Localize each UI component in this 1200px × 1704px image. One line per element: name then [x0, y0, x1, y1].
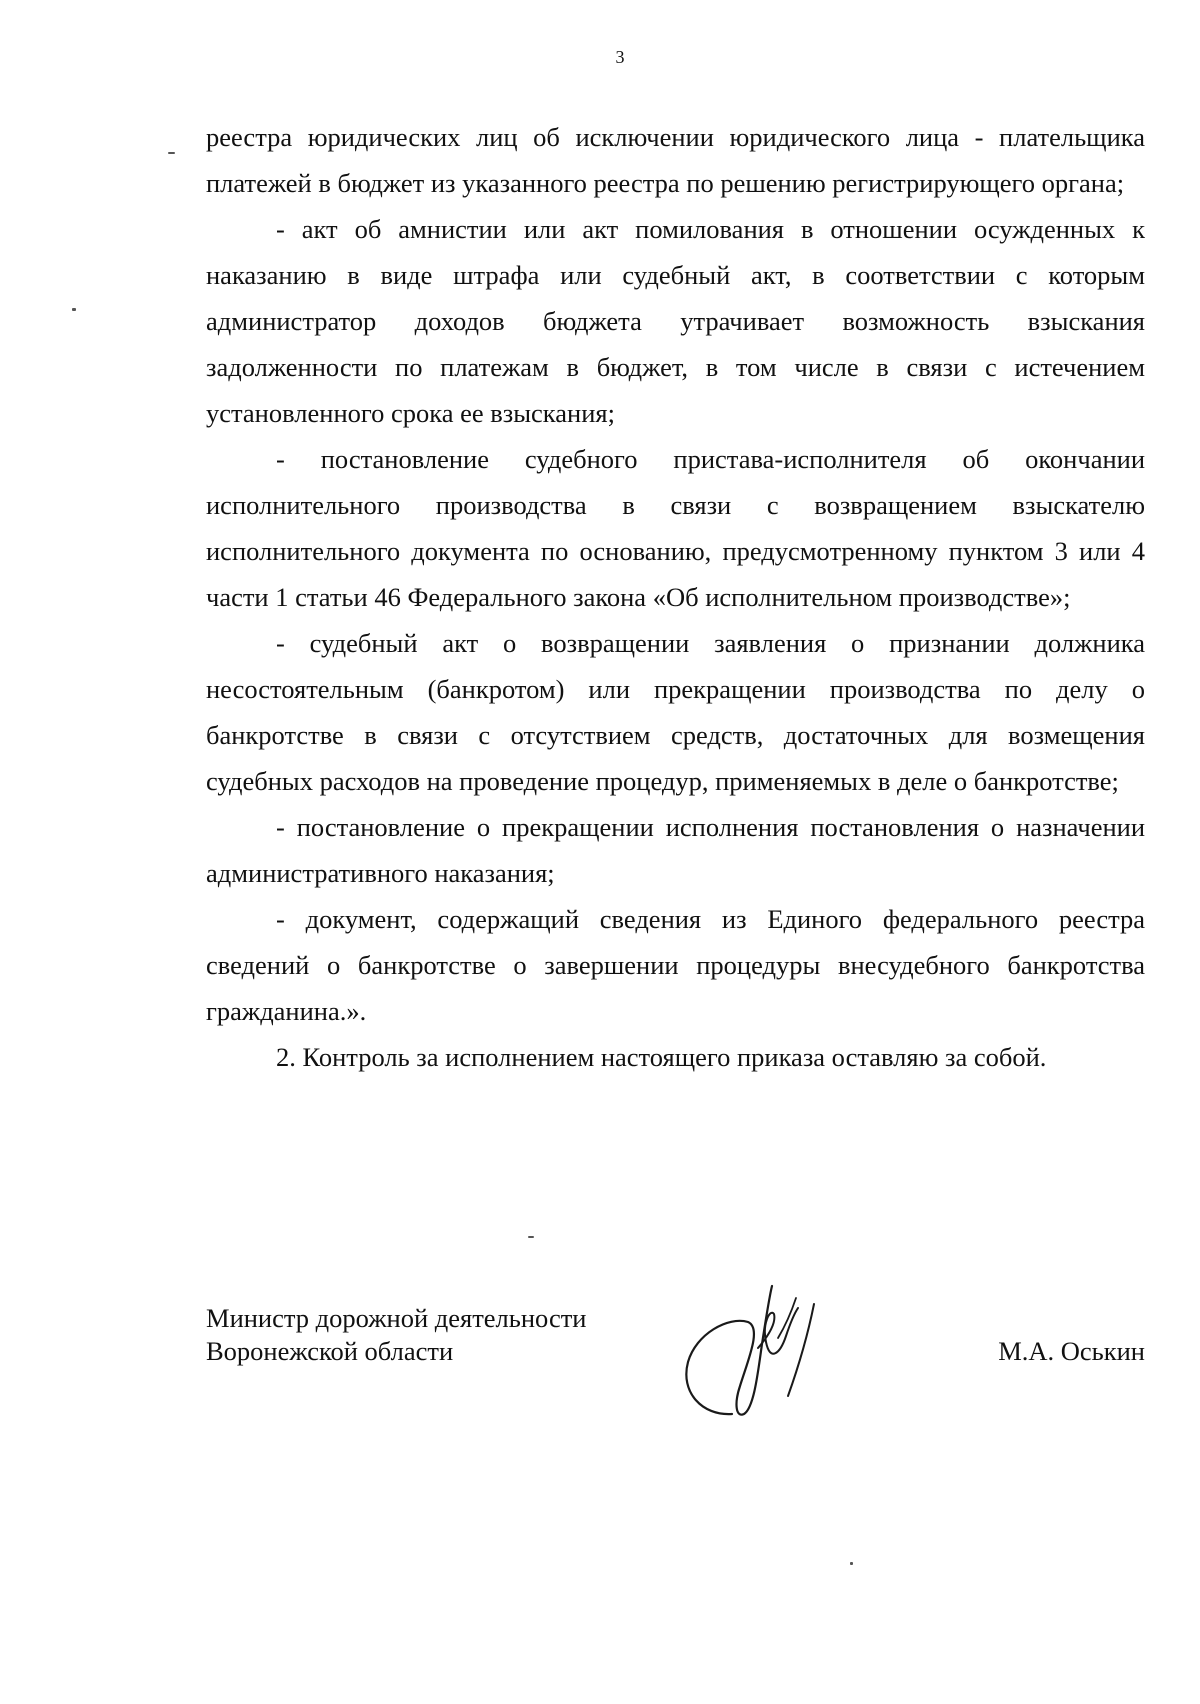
paragraph-control-clause: 2. Контроль за исполнением настоящего приказа оставляю за собой. [276, 1042, 1047, 1072]
document-body [206, 114, 1145, 1080]
paragraph-bailiff-resolution: - постановление судебного пристава-исполнителя об окончании исполнительного производства в связи с возвращением взыскателю исполнительного документа по основанию, предусмотренному пунктом 3 или 4 части 1 статьи 46 Федерального закона «Об исполнительном производстве»; [206, 444, 1145, 612]
paragraph-amnesty-act: - акт об амнистии или акт помилования в отношении осужденных к наказанию в виде штрафа или судебный акт, в соответствии с которым администратор доходов бюджета утрачивает возможность взыскания задолженности по платежам в бюджет, в том числе в связи с истечением установленного срока ее взыскания; [206, 214, 1145, 428]
signer-name: М.А. Оськин [998, 1336, 1145, 1366]
scan-speck [528, 1236, 534, 1238]
scan-speck [168, 152, 175, 154]
signer-title [206, 1302, 586, 1368]
signer-title-line-1: Министр дорожной деятельности [206, 1303, 587, 1333]
paragraph-termination-resolution: - постановление о прекращении исполнения постановления о назначении административного наказания; [206, 812, 1145, 888]
scan-speck [72, 308, 76, 311]
signer-title-line-2: Воронежской области [206, 1336, 454, 1366]
paragraph-bankruptcy-court-act: - судебный акт о возвращении заявления о признании должника несостоятельным (банкротом) или прекращении производства по делу о банкротстве в связи с отсутствием средств, достаточных для возмещения судебных расходов на проведение процедур, применяемых в деле о банкротстве; [206, 628, 1145, 796]
handwritten-signature [662, 1264, 842, 1424]
paragraph-extrajudicial-bankruptcy: - документ, содержащий сведения из Единого федерального реестра сведений о банкротстве о завершении процедуры внесудебного банкротства гражданина.». [206, 904, 1145, 1026]
page-number: 3 [615, 47, 625, 67]
paragraph-registry-continuation: реестра юридических лиц об исключении юридического лица - плательщика платежей в бюджет из указанного реестра по решению регистрирующего органа; [206, 122, 1145, 198]
scan-speck [850, 1562, 853, 1565]
